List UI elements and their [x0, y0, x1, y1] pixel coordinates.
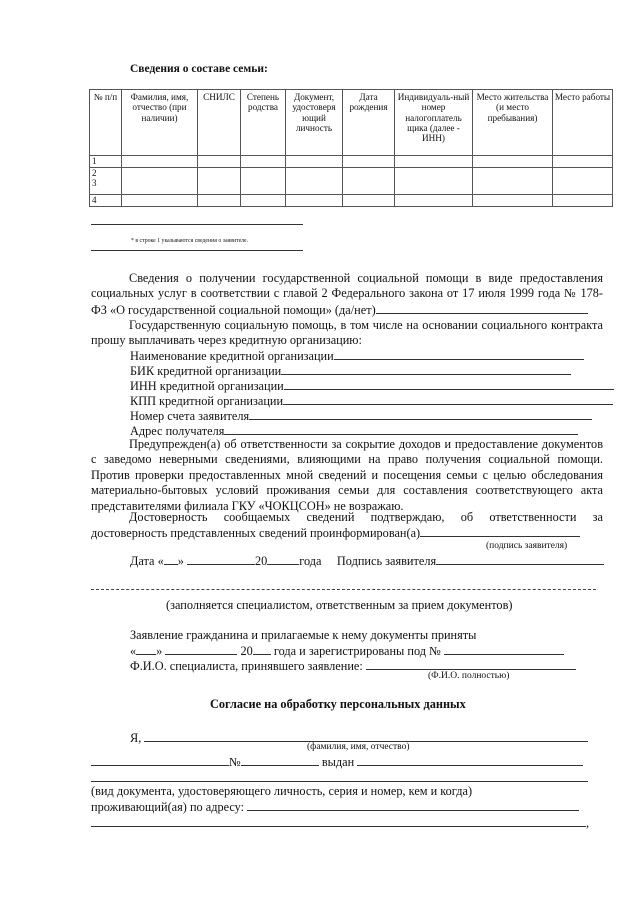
footnote: * в строке 1 указываются сведения о заявителе. [131, 238, 249, 244]
registration-row: « » 20 года и зарегистрированы под № [130, 643, 564, 659]
social-help-paragraph: Сведения о получении государственной социальной помощи в виде предоставления социальных услуг в соответствии с главой 2 Федерального закона от 17 июля 1999 года № 178-ФЗ «О государственной социальной помощи» (да/нет) [91, 271, 603, 317]
recipient-address-field[interactable] [224, 423, 578, 435]
consent-fio-field[interactable] [144, 730, 588, 742]
table-row [90, 156, 613, 168]
yes-no-field[interactable] [376, 302, 588, 314]
bik-field[interactable] [281, 363, 571, 375]
consent-address-row: проживающий(ая) по адресу: [91, 799, 579, 815]
inn-row: ИНН кредитной организации [130, 378, 614, 394]
consent-address-continuation: , [91, 815, 589, 831]
document-series-field[interactable] [91, 754, 229, 766]
document-number-field[interactable] [241, 754, 319, 766]
consent-document-row: № выдан [91, 754, 583, 770]
month-field[interactable] [187, 553, 255, 565]
row-number: 3 [92, 178, 97, 189]
footnote-rule-bottom [91, 250, 303, 251]
col-residence: Место жительства (и место пребывания) [473, 90, 553, 156]
informed-signature-field[interactable] [420, 525, 580, 537]
bank-name-row: Наименование кредитной организации [130, 348, 584, 364]
kpp-row: КПП кредитной организации [130, 393, 613, 409]
accept-day-field[interactable] [136, 643, 156, 655]
col-number: № п/п [90, 90, 122, 156]
col-workplace: Место работы [553, 90, 613, 156]
account-row: Номер счета заявителя [130, 408, 592, 424]
col-document: Документ, удостоверя ющий личность [286, 90, 343, 156]
specialist-fio-field[interactable] [366, 658, 576, 670]
kpp-field[interactable] [283, 393, 613, 405]
bank-name-field[interactable] [334, 348, 584, 360]
footnote-rule-top [91, 224, 303, 225]
row-number: 1 [90, 156, 122, 168]
row-number: 2 [92, 168, 97, 178]
specialist-fio-row: Ф.И.О. специалиста, принявшего заявление: [130, 658, 576, 674]
col-inn: Индивидуаль-ный номер налогоплатель щика (далее - ИНН) [395, 90, 473, 156]
consent-fio-caption: (фамилия, имя, отчество) [307, 742, 410, 752]
col-snils: СНИЛС [198, 90, 241, 156]
consent-address-field[interactable] [247, 799, 579, 811]
document-issuer-field[interactable] [357, 754, 583, 766]
payment-paragraph: Государственную социальную помощь, в том числе на основании социального контракта прошу выплачивать через кредитную организацию: [91, 318, 603, 348]
specialist-fio-caption: (Ф.И.О. полностью) [428, 671, 510, 681]
cut-line [91, 589, 596, 590]
accept-month-field[interactable] [165, 643, 237, 655]
inn-field[interactable] [284, 378, 614, 390]
day-field[interactable] [164, 553, 178, 565]
registration-number-field[interactable] [444, 643, 564, 655]
document-continuation-line [91, 781, 588, 782]
consent-name-row: Я, [130, 730, 588, 746]
specialist-caption: (заполняется специалистом, ответственным за прием документов) [166, 598, 513, 612]
consent-title: Согласие на обработку персональных данных [210, 697, 466, 711]
table-row [90, 168, 613, 195]
col-birthdate: Дата рождения [343, 90, 395, 156]
year-field[interactable] [267, 553, 299, 565]
applicant-signature-field[interactable] [436, 553, 604, 565]
table-row [90, 195, 613, 207]
consent-document-caption: (вид документа, удостоверяющего личность, серия и номер, кем и когда) [91, 784, 473, 798]
bik-row: БИК кредитной организации [130, 363, 571, 379]
reliability-paragraph: Достоверность сообщаемых сведений подтверждаю, об ответственности за достоверность представленных сведений проинформирован(а) [91, 510, 603, 541]
row-number: 4 [90, 195, 122, 207]
table-header-row [90, 90, 613, 156]
consent-address-field-2[interactable] [91, 815, 586, 827]
accepted-text: Заявление гражданина и прилагаемые к нему документы приняты [130, 628, 477, 642]
col-relation: Степень родства [241, 90, 286, 156]
recipient-address-row: Адрес получателя [130, 423, 578, 439]
date-signature-row: Дата « » 20 года Подпись заявителя [130, 553, 604, 569]
family-composition-table [89, 89, 613, 207]
family-composition-title: Сведения о составе семьи: [130, 63, 268, 75]
account-field[interactable] [249, 408, 592, 420]
col-fio: Фамилия, имя, отчество (при наличии) [122, 90, 198, 156]
accept-year-field[interactable] [253, 643, 271, 655]
responsibility-paragraph: Предупрежден(а) об ответственности за сокрытие доходов и предоставление документов с заведомо неверными сведениями, влияющими на право получения социальной помощи. Против проверки предоставленных мной сведений и посещения семьи с целью обследования материально-бытовых условий проживания семьи для составления соответствующего акта представителями филиала ГКУ «ЧОКЦСОН» не возражаю. [91, 437, 603, 513]
signature-caption: (подпись заявителя) [486, 541, 568, 551]
